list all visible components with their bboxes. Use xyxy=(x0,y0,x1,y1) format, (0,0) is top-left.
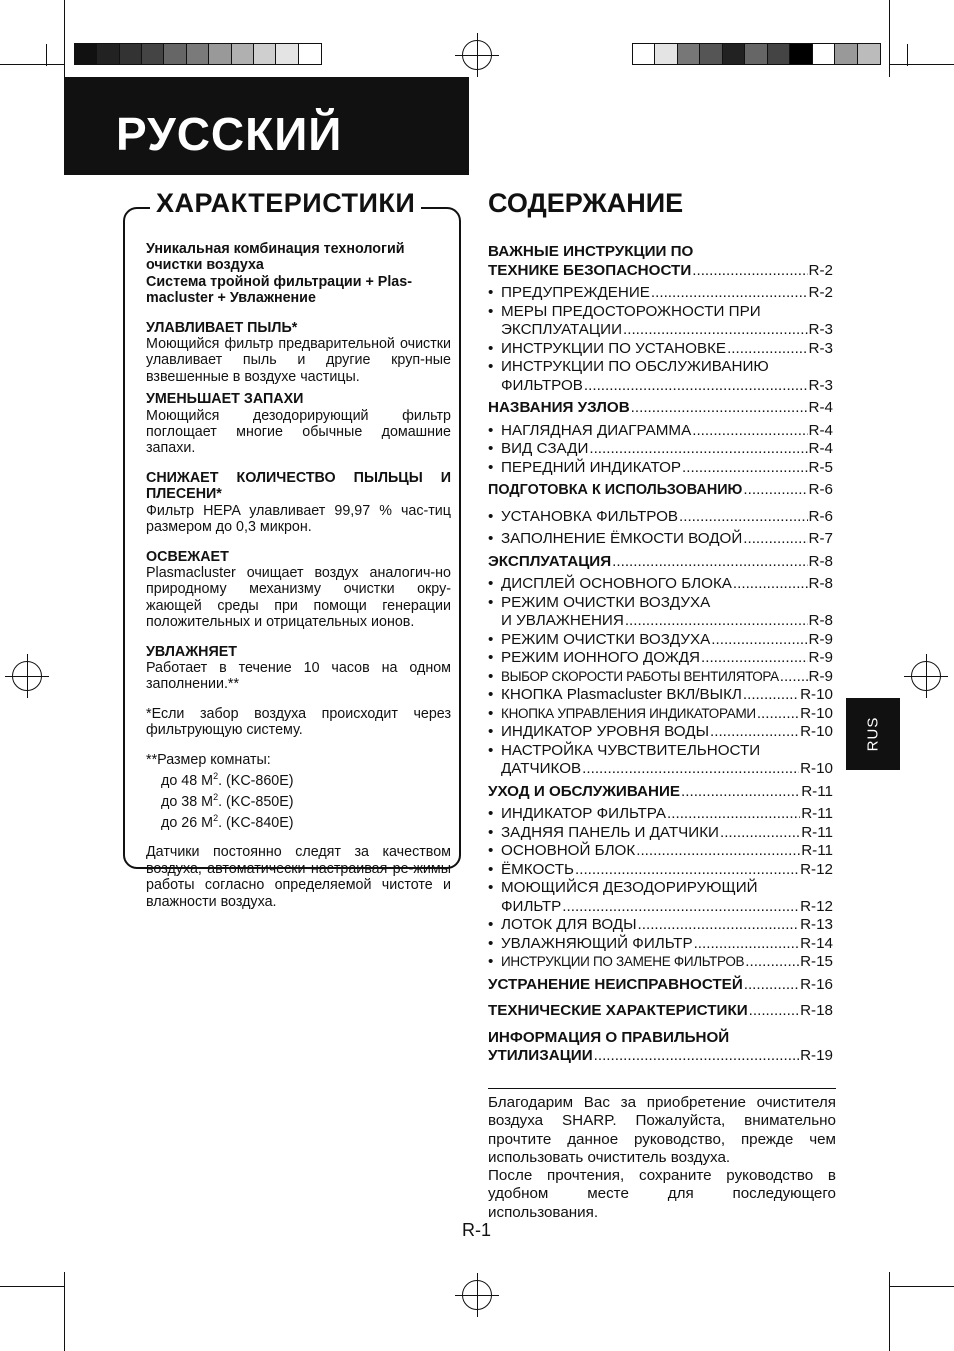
language-side-tab xyxy=(846,698,900,770)
room-size: до 38 $М^2$. (KC-850E) xyxy=(161,792,294,810)
language-title-banner xyxy=(64,77,469,175)
toc-entry[interactable]: • ОСНОВНОЙ БЛОК ..... R-11 xyxy=(488,842,833,861)
divider xyxy=(488,1088,836,1089)
page-title: РУССКИЙ xyxy=(116,108,343,160)
toc-entry[interactable]: • УСТАНОВКА ФИЛЬТРОВ ..... R-6 xyxy=(488,508,833,527)
toc-section[interactable]: УХОД И ОБСЛУЖИВАНИЕ ..... R-11 xyxy=(488,783,833,802)
toc-entry: • НАСТРОЙКА ЧУВСТВИТЕЛЬНОСТИ xyxy=(488,741,761,759)
toc-entry[interactable]: • ЛОТОК ДЛЯ ВОДЫ ..... R-13 xyxy=(488,916,833,935)
toc-section[interactable]: УТИЛИЗАЦИИ ..... R-19 xyxy=(488,1047,833,1066)
toc-entry: • РЕЖИМ ОЧИСТКИ ВОЗДУХА xyxy=(488,593,711,611)
toc-section[interactable]: ПОДГОТОВКА К ИСПОЛЬЗОВАНИЮ ..... R-6 xyxy=(488,481,833,500)
toc-entry: • ИНСТРУКЦИИ ПО ОБСЛУЖИВАНИЮ xyxy=(488,358,769,375)
page-number: R-1 xyxy=(462,1220,492,1240)
toc-entry[interactable]: • ДИСПЛЕЙ ОСНОВНОГО БЛОКА ..... R-8 xyxy=(488,575,833,594)
toc-entry[interactable]: • ВЫБОР СКОРОСТИ РАБОТЫ ВЕНТИЛЯТОРА ..... R-9 xyxy=(488,668,833,687)
language-code: RUS xyxy=(864,716,882,752)
toc-entry[interactable]: ФИЛЬТР ..... R-12 xyxy=(488,898,833,917)
toc-entry[interactable]: • ИНСТРУКЦИИ ПО УСТАНОВКЕ ..... R-3 xyxy=(488,340,833,359)
feature-title: УВЛАЖНЯЕТ xyxy=(146,643,238,660)
feature-title: СНИЖАЕТ КОЛИЧЕСТВО ПЫЛЬЦЫ И ПЛЕСЕНИ* xyxy=(146,469,451,503)
toc-entry[interactable]: • УВЛАЖНЯЮЩИЙ ФИЛЬТР ..... R-14 xyxy=(488,935,833,954)
toc-entry[interactable]: И УВЛАЖНЕНИЯ ..... R-8 xyxy=(488,612,833,631)
toc-section[interactable]: ЭКСПЛУАТАЦИЯ ..... R-8 xyxy=(488,553,833,572)
toc-entry[interactable]: • НАГЛЯДНАЯ ДИАГРАММА ..... R-4 xyxy=(488,422,833,441)
contents-heading: СОДЕРЖАНИЕ xyxy=(488,188,684,218)
registration-mark-top xyxy=(462,40,492,70)
toc-section: ВАЖНЫЕ ИНСТРУКЦИИ ПО xyxy=(488,243,694,260)
feature-text: Plasmacluster очищает воздух аналогич-но природному механизму очистки окру-жающей среды при помощи генерации положительных и отрицательных ионов. xyxy=(146,564,451,631)
toc-entry[interactable]: • ИНДИКАТОР ФИЛЬТРА ..... R-11 xyxy=(488,805,833,824)
grayscale-bar-right xyxy=(632,43,881,65)
feature-text: Моющийся дезодорирующий фильтр поглощает многие обычные домашние запахи. xyxy=(146,407,451,457)
table-of-contents xyxy=(488,243,833,1066)
toc-entry: • МЕРЫ ПРЕДОСТОРОЖНОСТИ ПРИ xyxy=(488,302,761,320)
intro-line: очистки воздуха xyxy=(146,257,264,274)
toc-entry[interactable]: • КНОПКА Plasmacluster ВКЛ/ВЫКЛ ..... R-10 xyxy=(488,686,833,705)
toc-entry[interactable]: • ПРЕДУПРЕЖДЕНИЕ ..... R-2 xyxy=(488,284,833,303)
sensors-text: Датчики постоянно следят за качеством воздуха, автоматически настраивая ре-жимы работы согласно определяемой чистоте и влажности воздуха. xyxy=(146,844,451,910)
feature-title: УМЕНЬШАЕТ ЗАПАХИ xyxy=(146,391,304,408)
thank-you-note xyxy=(488,1094,836,1222)
toc-entry[interactable]: • ПЕРЕДНИЙ ИНДИКАТОР ..... R-5 xyxy=(488,459,833,478)
toc-section[interactable]: ТЕХНИКЕ БЕЗОПАСНОСТИ ..... R-2 xyxy=(488,262,833,281)
features-heading: ХАРАКТЕРИСТИКИ xyxy=(150,188,421,219)
toc-entry[interactable]: • ЁМКОСТЬ ..... R-12 xyxy=(488,861,833,880)
feature-title: УЛАВЛИВАЕТ ПЫЛЬ* xyxy=(146,319,298,336)
toc-entry: • МОЮЩИЙСЯ ДЕЗОДОРИРУЮЩИЙ xyxy=(488,879,758,896)
toc-entry[interactable]: • КНОПКА УПРАВЛЕНИЯ ИНДИКАТОРАМИ ..... R-10 xyxy=(488,705,833,724)
registration-mark-left xyxy=(12,661,42,691)
feature-text: Моющийся фильтр предварительной очистки улавливает пыль и другие круп-ные взвешенные в воздухе частицы. xyxy=(146,336,451,385)
intro-line: macluster + Увлажнение xyxy=(146,290,316,307)
toc-entry[interactable]: • ИНДИКАТОР УРОВНЯ ВОДЫ ..... R-10 xyxy=(488,723,833,742)
intro-line: Уникальная комбинация технологий xyxy=(146,241,405,257)
toc-entry[interactable]: • ЗАДНЯЯ ПАНЕЛЬ И ДАТЧИКИ ..... R-11 xyxy=(488,824,833,843)
room-size: до 26 $М^2$. (KC-840E) xyxy=(161,813,294,832)
feature-text: Фильтр HEPA улавливает 99,97 % час-тиц размером до 0,3 микрон. xyxy=(146,502,451,536)
footnote: **Размер комнаты: xyxy=(146,751,271,768)
toc-section: ИНФОРМАЦИЯ О ПРАВИЛЬНОЙ xyxy=(488,1028,730,1046)
toc-section[interactable]: НАЗВАНИЯ УЗЛОВ ..... R-4 xyxy=(488,399,833,418)
registration-mark-right xyxy=(911,661,941,691)
footnote: *Если забор воздуха происходит через фильтрующую систему. xyxy=(146,705,451,739)
toc-entry[interactable]: • РЕЖИМ ОЧИСТКИ ВОЗДУХА ..... R-9 xyxy=(488,631,833,650)
toc-entry[interactable]: • РЕЖИМ ИОННОГО ДОЖДЯ ..... R-9 xyxy=(488,649,833,668)
feature-text: Работает в течение 10 часов на одном заполнении.** xyxy=(146,659,451,693)
registration-mark-bottom xyxy=(462,1280,492,1310)
intro-line: Система тройной фильтрации + Plas- xyxy=(146,273,412,290)
storage-note: После прочтения, сохраните руководство в удобном месте для последующего использования. xyxy=(488,1167,836,1221)
toc-section[interactable]: ТЕХНИЧЕСКИЕ ХАРАКТЕРИСТИКИ ..... R-18 xyxy=(488,1002,833,1021)
features-body xyxy=(146,241,451,910)
toc-entry[interactable]: • ЗАПОЛНЕНИЕ ЁМКОСТИ ВОДОЙ ..... R-7 xyxy=(488,530,833,549)
room-size: до 48 $М^2$. (KC-860E) xyxy=(161,770,294,789)
thank-you-text: Благодарим Вас за приобретение очистителя воздуха SHARP. Пожалуйста, внимательно прочтите данное руководство, прежде чем использовать очиститель воздуха. xyxy=(488,1094,836,1166)
feature-title: ОСВЕЖАЕТ xyxy=(146,548,229,565)
toc-entry[interactable]: ЭКСПЛУАТАЦИИ ..... R-3 xyxy=(488,321,833,340)
toc-entry[interactable]: • ИНСТРУКЦИИ ПО ЗАМЕНЕ ФИЛЬТРОВ ..... R-15 xyxy=(488,953,833,972)
toc-entry[interactable]: • ВИД СЗАДИ ..... R-4 xyxy=(488,440,833,459)
grayscale-bar-left xyxy=(74,43,322,65)
toc-entry[interactable]: ДАТЧИКОВ ..... R-10 xyxy=(488,760,833,779)
toc-entry[interactable]: ФИЛЬТРОВ ..... R-3 xyxy=(488,377,833,396)
toc-section[interactable]: УСТРАНЕНИЕ НЕИСПРАВНОСТЕЙ ..... R-16 xyxy=(488,976,833,995)
